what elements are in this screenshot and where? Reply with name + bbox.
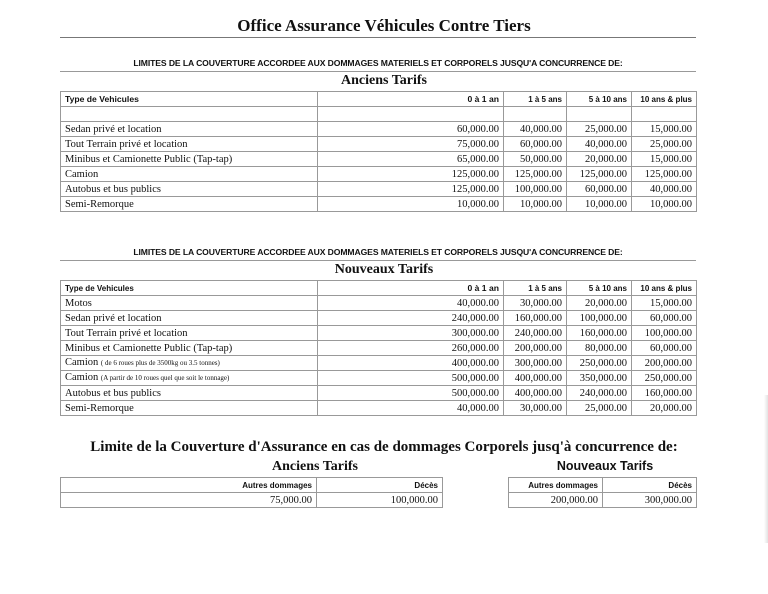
cell-value: 400,000.00 bbox=[504, 386, 567, 401]
col-header-type: Type de Vehicules bbox=[61, 281, 318, 296]
cell-value bbox=[632, 107, 697, 122]
table-row bbox=[61, 401, 697, 416]
cell-type bbox=[61, 107, 318, 122]
camion-note-6-roues: ( de 6 roues plus de 3500kg ou 3.5 tonnes) bbox=[100, 359, 220, 367]
cell-type: Semi-Remorque bbox=[61, 197, 318, 212]
table-row bbox=[61, 107, 697, 122]
old-rates-table bbox=[60, 91, 697, 212]
cell-value: 80,000.00 bbox=[567, 341, 632, 356]
col-header-1-5: 1 à 5 ans bbox=[504, 281, 567, 296]
cell-type bbox=[61, 371, 318, 386]
table-row bbox=[61, 197, 697, 212]
page-title: Office Assurance Véhicules Contre Tiers bbox=[237, 16, 531, 35]
col-header-autres-dommages: Autres dommages bbox=[509, 478, 603, 493]
cell-value: 200,000.00 bbox=[504, 341, 567, 356]
cell-value: 10,000.00 bbox=[632, 197, 697, 212]
cell-value: 30,000.00 bbox=[504, 401, 567, 416]
cell-value: 25,000.00 bbox=[632, 137, 697, 152]
table-header-row bbox=[509, 478, 697, 493]
cell-type: Semi-Remorque bbox=[61, 401, 318, 416]
cell-value: 200,000.00 bbox=[509, 493, 603, 508]
cell-value: 240,000.00 bbox=[504, 326, 567, 341]
cell-value: 25,000.00 bbox=[567, 401, 632, 416]
cell-value: 15,000.00 bbox=[632, 122, 697, 137]
bodily-old-subheading: Anciens Tarifs bbox=[272, 459, 358, 474]
cell-value: 300,000.00 bbox=[603, 493, 697, 508]
section2-heading: LIMITES DE LA COUVERTURE ACCORDEE AUX DOMMAGES MATERIELS ET CORPORELS JUSQU'A CONCURRENCE DE: bbox=[133, 247, 623, 257]
cell-value: 10,000.00 bbox=[318, 197, 504, 212]
cell-value: 40,000.00 bbox=[504, 122, 567, 137]
cell-type: Motos bbox=[61, 296, 318, 311]
cell-value: 300,000.00 bbox=[504, 356, 567, 371]
cell-value: 100,000.00 bbox=[567, 311, 632, 326]
cell-value: 30,000.00 bbox=[504, 296, 567, 311]
cell-value: 350,000.00 bbox=[567, 371, 632, 386]
cell-value: 20,000.00 bbox=[632, 401, 697, 416]
table-header-row bbox=[61, 281, 697, 296]
cell-type: Tout Terrain privé et location bbox=[61, 137, 318, 152]
col-header-0-1: 0 à 1 an bbox=[318, 92, 504, 107]
cell-value: 125,000.00 bbox=[318, 167, 504, 182]
section1-subheading: Anciens Tarifs bbox=[341, 73, 427, 88]
cell-value: 100,000.00 bbox=[632, 326, 697, 341]
cell-value: 40,000.00 bbox=[567, 137, 632, 152]
cell-value: 75,000.00 bbox=[61, 493, 317, 508]
cell-type: Camion bbox=[61, 167, 318, 182]
cell-value: 100,000.00 bbox=[504, 182, 567, 197]
cell-value: 250,000.00 bbox=[632, 371, 697, 386]
cell-value: 240,000.00 bbox=[318, 311, 504, 326]
cell-value: 125,000.00 bbox=[318, 182, 504, 197]
section1-heading: LIMITES DE LA COUVERTURE ACCORDEE AUX DOMMAGES MATERIELS ET CORPORELS JUSQU'A CONCURRENCE DE: bbox=[133, 58, 623, 68]
table-row bbox=[509, 493, 697, 508]
cell-value: 400,000.00 bbox=[504, 371, 567, 386]
camion-label: Camion bbox=[65, 357, 99, 368]
cell-value: 500,000.00 bbox=[318, 386, 504, 401]
cell-value: 40,000.00 bbox=[318, 296, 504, 311]
table-row bbox=[61, 167, 697, 182]
cell-type: Autobus et bus publics bbox=[61, 386, 318, 401]
cell-value: 160,000.00 bbox=[504, 311, 567, 326]
cell-value: 250,000.00 bbox=[567, 356, 632, 371]
col-header-1-5: 1 à 5 ans bbox=[504, 92, 567, 107]
cell-value: 10,000.00 bbox=[567, 197, 632, 212]
camion-label: Camion bbox=[65, 372, 99, 383]
cell-value: 60,000.00 bbox=[632, 341, 697, 356]
table-header-row bbox=[61, 478, 443, 493]
cell-value: 160,000.00 bbox=[567, 326, 632, 341]
bodily-coverage-heading: Limite de la Couverture d'Assurance en cas de dommages Corporels jusq'à concurrence de: bbox=[90, 439, 678, 455]
col-header-5-10: 5 à 10 ans bbox=[567, 92, 632, 107]
table-row bbox=[61, 182, 697, 197]
table-row bbox=[61, 152, 697, 167]
cell-value: 60,000.00 bbox=[504, 137, 567, 152]
cell-value: 40,000.00 bbox=[318, 401, 504, 416]
cell-value: 300,000.00 bbox=[318, 326, 504, 341]
cell-value: 240,000.00 bbox=[567, 386, 632, 401]
cell-value: 10,000.00 bbox=[504, 197, 567, 212]
table-row bbox=[61, 356, 697, 371]
cell-type: Tout Terrain privé et location bbox=[61, 326, 318, 341]
cell-value: 160,000.00 bbox=[632, 386, 697, 401]
cell-value: 60,000.00 bbox=[632, 311, 697, 326]
table-row bbox=[61, 122, 697, 137]
cell-value: 260,000.00 bbox=[318, 341, 504, 356]
col-header-type: Type de Vehicules bbox=[61, 92, 318, 107]
col-header-deces: Décès bbox=[603, 478, 697, 493]
cell-value: 25,000.00 bbox=[567, 122, 632, 137]
cell-value: 40,000.00 bbox=[632, 182, 697, 197]
cell-type: Sedan privé et location bbox=[61, 311, 318, 326]
camion-note-10-roues: (A partir de 10 roues quel que soit le tonnage) bbox=[100, 374, 230, 382]
cell-type bbox=[61, 356, 318, 371]
table-row bbox=[61, 137, 697, 152]
cell-value: 20,000.00 bbox=[567, 152, 632, 167]
cell-value: 60,000.00 bbox=[318, 122, 504, 137]
table-row bbox=[61, 296, 697, 311]
cell-value: 15,000.00 bbox=[632, 296, 697, 311]
cell-value: 125,000.00 bbox=[567, 167, 632, 182]
col-header-deces: Décès bbox=[317, 478, 443, 493]
table-row bbox=[61, 371, 697, 386]
cell-value: 200,000.00 bbox=[632, 356, 697, 371]
table-header-row bbox=[61, 92, 697, 107]
page-edge-shadow bbox=[764, 395, 768, 543]
table-row bbox=[61, 341, 697, 356]
section1-rule bbox=[60, 71, 696, 72]
bodily-new-subheading: Nouveaux Tarifs bbox=[556, 459, 654, 473]
cell-value: 500,000.00 bbox=[318, 371, 504, 386]
col-header-5-10: 5 à 10 ans bbox=[567, 281, 632, 296]
cell-type: Minibus et Camionette Public (Tap-tap) bbox=[61, 341, 318, 356]
cell-value: 125,000.00 bbox=[504, 167, 567, 182]
cell-value bbox=[504, 107, 567, 122]
cell-value: 50,000.00 bbox=[504, 152, 567, 167]
col-header-0-1: 0 à 1 an bbox=[318, 281, 504, 296]
cell-type: Autobus et bus publics bbox=[61, 182, 318, 197]
title-rule bbox=[60, 37, 696, 38]
cell-value bbox=[318, 107, 504, 122]
cell-value: 400,000.00 bbox=[318, 356, 504, 371]
cell-value bbox=[567, 107, 632, 122]
bodily-new-table bbox=[508, 477, 697, 508]
cell-type: Sedan privé et location bbox=[61, 122, 318, 137]
cell-type: Minibus et Camionette Public (Tap-tap) bbox=[61, 152, 318, 167]
cell-value: 15,000.00 bbox=[632, 152, 697, 167]
table-row bbox=[61, 326, 697, 341]
cell-value: 125,000.00 bbox=[632, 167, 697, 182]
bodily-old-table bbox=[60, 477, 443, 508]
section2-rule bbox=[60, 260, 696, 261]
cell-value: 65,000.00 bbox=[318, 152, 504, 167]
cell-value: 75,000.00 bbox=[318, 137, 504, 152]
col-header-autres-dommages: Autres dommages bbox=[61, 478, 317, 493]
table-row bbox=[61, 493, 443, 508]
cell-value: 100,000.00 bbox=[317, 493, 443, 508]
col-header-10-plus: 10 ans & plus bbox=[632, 92, 697, 107]
table-row bbox=[61, 311, 697, 326]
new-rates-table bbox=[60, 280, 697, 416]
section2-subheading: Nouveaux Tarifs bbox=[334, 262, 434, 277]
cell-value: 60,000.00 bbox=[567, 182, 632, 197]
table-row bbox=[61, 386, 697, 401]
col-header-10-plus: 10 ans & plus bbox=[632, 281, 697, 296]
cell-value: 20,000.00 bbox=[567, 296, 632, 311]
